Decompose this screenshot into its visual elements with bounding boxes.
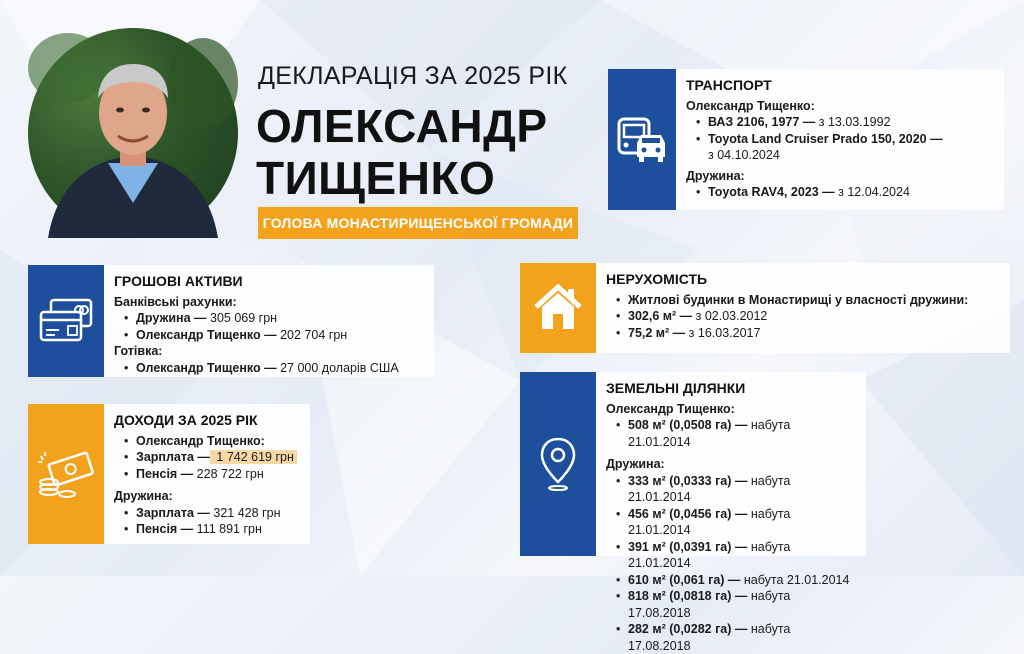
income-list-1 bbox=[114, 433, 297, 483]
list-item: • Олександр Тищенко: bbox=[114, 433, 297, 450]
money-body bbox=[104, 265, 409, 377]
transport-card bbox=[608, 69, 1004, 210]
bank-accounts-label: Банківські рахунки: bbox=[114, 294, 399, 311]
credit-cards-icon bbox=[37, 296, 95, 346]
income-title: ДОХОДИ ЗА 2025 РІК bbox=[114, 412, 297, 429]
transport-owner-2: Дружина: bbox=[686, 168, 943, 185]
income-card bbox=[28, 404, 310, 544]
list-item: • Зарплата — 321 428 грн bbox=[114, 505, 297, 522]
list-item: • Житлові будинки в Монастирищі у власності дружини: bbox=[606, 292, 968, 309]
real-estate-card bbox=[520, 263, 1010, 353]
transport-list-1 bbox=[686, 114, 943, 164]
cash-list bbox=[114, 360, 399, 377]
transport-icon-box bbox=[608, 69, 676, 210]
land-owner-2: Дружина: bbox=[606, 456, 856, 473]
transport-body bbox=[676, 69, 953, 210]
list-item: • 302,6 м² — з 02.03.2012 bbox=[606, 308, 968, 325]
land-owner-1: Олександр Тищенко: bbox=[606, 401, 856, 418]
declaration-year: ДЕКЛАРАЦІЯ ЗА 2025 РІК bbox=[258, 62, 567, 91]
person-portrait-icon bbox=[28, 28, 238, 238]
money-coins-icon bbox=[35, 446, 97, 502]
income-body bbox=[104, 404, 307, 544]
money-icon-box bbox=[28, 265, 104, 377]
list-item: • ВАЗ 2106, 1977 — з 13.03.1992 bbox=[686, 114, 943, 131]
location-pin-icon bbox=[538, 436, 578, 492]
money-title: ГРОШОВІ АКТИВИ bbox=[114, 273, 399, 290]
money-assets-card bbox=[28, 265, 434, 377]
transport-list-2 bbox=[686, 184, 943, 201]
list-item: • 333 м² (0,0333 га) — набута 21.01.2014 bbox=[606, 473, 856, 506]
person-name bbox=[256, 100, 548, 204]
list-item: • 818 м² (0,0818 га) — набута 17.08.2018 bbox=[606, 588, 856, 621]
list-item: • Дружина — 305 069 грн bbox=[114, 310, 399, 327]
estate-icon-box bbox=[520, 263, 596, 353]
list-item: • 508 м² (0,0508 га) — набута 21.01.2014 bbox=[606, 417, 856, 450]
list-item: • Toyota RAV4, 2023 — з 12.04.2024 bbox=[686, 184, 943, 201]
land-list-1 bbox=[606, 417, 856, 450]
profile-photo bbox=[28, 28, 238, 238]
vehicles-icon bbox=[615, 113, 669, 167]
list-item: • 610 м² (0,061 га) — набута 21.01.2014 bbox=[606, 572, 856, 589]
bank-accounts-list bbox=[114, 310, 399, 343]
list-item: • Олександр Тищенко — 202 704 грн bbox=[114, 327, 399, 344]
land-icon-box bbox=[520, 372, 596, 556]
income-icon-box bbox=[28, 404, 104, 544]
cash-label: Готівка: bbox=[114, 343, 399, 360]
position-badge: ГОЛОВА МОНАСТИРИЩЕНСЬКОЇ ГРОМАДИ bbox=[258, 207, 578, 239]
highlighted-salary: 1 742 619 грн bbox=[210, 450, 297, 464]
name-line-1: ОЛЕКСАНДР bbox=[256, 100, 548, 152]
list-item: • 75,2 м² — з 16.03.2017 bbox=[606, 325, 968, 342]
land-title: ЗЕМЕЛЬНІ ДІЛЯНКИ bbox=[606, 380, 856, 397]
list-item: • 282 м² (0,0282 га) — набута 17.08.2018 bbox=[606, 621, 856, 654]
estate-list bbox=[606, 292, 968, 342]
list-item: • 456 м² (0,0456 га) — набута 21.01.2014 bbox=[606, 506, 856, 539]
income-list-2 bbox=[114, 505, 297, 538]
list-item: • Toyota Land Cruiser Prado 150, 2020 — bbox=[686, 131, 943, 148]
list-item: • Пенсія — 228 722 грн bbox=[114, 466, 297, 483]
land-plots-card bbox=[520, 372, 866, 556]
list-item: • Зарплата — 1 742 619 грн bbox=[114, 449, 297, 466]
list-item: • 391 м² (0,0391 га) — набута 21.01.2014 bbox=[606, 539, 856, 572]
land-body bbox=[596, 372, 866, 556]
house-icon bbox=[532, 283, 584, 333]
transport-owner-1: Олександр Тищенко: bbox=[686, 98, 943, 115]
list-item: • Пенсія — 111 891 грн bbox=[114, 521, 297, 538]
list-item-continuation: з 04.10.2024 bbox=[686, 147, 943, 164]
transport-title: ТРАНСПОРТ bbox=[686, 77, 943, 94]
estate-title: НЕРУХОМІСТЬ bbox=[606, 271, 968, 288]
land-list-2 bbox=[606, 473, 856, 654]
estate-body bbox=[596, 263, 978, 353]
income-owner-2: Дружина: bbox=[114, 488, 297, 505]
name-line-2: ТИЩЕНКО bbox=[256, 152, 548, 204]
list-item: • Олександр Тищенко — 27 000 доларів США bbox=[114, 360, 399, 377]
